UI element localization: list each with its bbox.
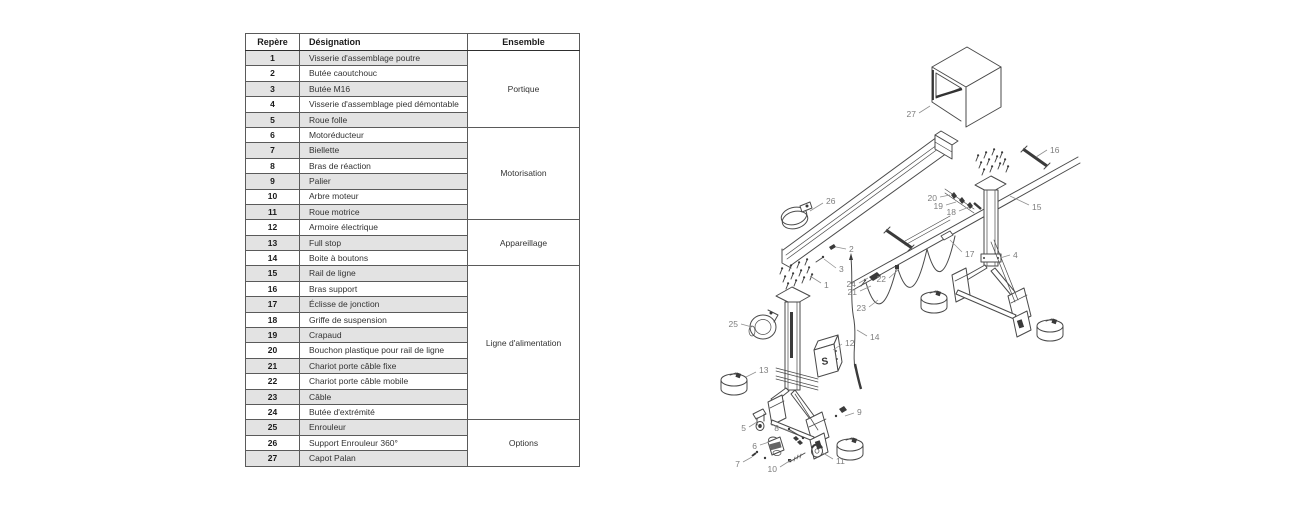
callout-leader — [946, 202, 956, 205]
cell-repere: 19 — [246, 328, 300, 343]
callout-number: 8 — [774, 423, 779, 433]
cell-designation: Enrouleur — [300, 420, 468, 435]
bolt-cluster-left — [780, 258, 813, 289]
cell-designation: Rail de ligne — [300, 266, 468, 281]
callout-leader — [810, 276, 821, 283]
support-arm-16 — [1021, 146, 1050, 169]
diagram-svg — [660, 0, 1300, 500]
cable-reel — [749, 310, 778, 339]
callout-leader — [959, 207, 969, 211]
bolt-icon — [995, 155, 998, 162]
bolt-icon — [799, 269, 802, 276]
callout-number: 26 — [826, 196, 836, 206]
cell-ensemble: Options — [468, 420, 580, 466]
callout-number: 9 — [857, 407, 862, 417]
cell-designation: Butée M16 — [300, 81, 468, 96]
callout-leader — [823, 453, 833, 459]
callout-number: 4 — [1013, 250, 1018, 260]
cell-designation: Butée caoutchouc — [300, 66, 468, 81]
callout-number: 14 — [870, 332, 880, 342]
cell-repere: 26 — [246, 435, 300, 450]
rubber-stop — [816, 244, 836, 262]
bolt-cluster-right — [976, 148, 1009, 175]
callout-number: 15 — [1032, 202, 1042, 212]
bolt-icon — [976, 154, 979, 161]
callout-leader — [760, 442, 769, 445]
bolt-icon — [982, 168, 985, 175]
cell-designation: Bras de réaction — [300, 158, 468, 173]
cell-repere: 16 — [246, 281, 300, 296]
table-row — [246, 420, 580, 435]
table-header-row — [246, 34, 580, 51]
callout-leader — [940, 195, 950, 197]
callout-number: 25 — [728, 319, 738, 329]
reel-support — [779, 202, 812, 232]
cell-designation: Chariot porte câble mobile — [300, 374, 468, 389]
table-row — [246, 220, 580, 235]
cell-designation: Câble — [300, 389, 468, 404]
bolt-icon — [786, 282, 789, 289]
hoist-cover — [932, 47, 1001, 127]
callout-number: 24 — [846, 279, 856, 289]
cell-repere: 21 — [246, 358, 300, 373]
full-stop-ring — [921, 290, 947, 313]
column-header-repere: Repère — [246, 34, 300, 51]
cell-designation: Boite à boutons — [300, 251, 468, 266]
callout-number: 11 — [836, 456, 845, 466]
cell-ensemble: Ligne d'alimentation — [468, 266, 580, 420]
callout-number: 7 — [735, 459, 740, 469]
bolt-icon — [1006, 165, 1009, 172]
cell-repere: 7 — [246, 143, 300, 158]
support-bracket — [884, 227, 914, 251]
cell-ensemble: Appareillage — [468, 220, 580, 266]
callout-number: 20 — [927, 193, 937, 203]
cell-designation: Palier — [300, 174, 468, 189]
bolt-icon — [805, 258, 808, 265]
cell-designation: Crapaud — [300, 328, 468, 343]
full-stop-ring — [721, 372, 747, 395]
cell-designation: Roue motrice — [300, 204, 468, 219]
cell-designation: Visserie d'assemblage poutre — [300, 51, 468, 66]
bolt-icon — [979, 161, 982, 168]
cell-repere: 4 — [246, 97, 300, 112]
cable-trolley — [895, 265, 899, 269]
cell-repere: 1 — [246, 51, 300, 66]
bolt-icon — [992, 148, 995, 155]
callout-leader — [860, 286, 871, 291]
cell-ensemble: Motorisation — [468, 127, 580, 219]
cell-repere: 10 — [246, 189, 300, 204]
cell-repere: 8 — [246, 158, 300, 173]
callout-number: 22 — [876, 274, 886, 284]
cell-repere: 5 — [246, 112, 300, 127]
callout-number: 13 — [759, 365, 769, 375]
bolt-icon — [1000, 151, 1003, 158]
cell-designation: Motoréducteur — [300, 127, 468, 142]
cell-repere: 14 — [246, 251, 300, 266]
bolt-icon — [783, 275, 786, 282]
cell-ensemble: Portique — [468, 51, 580, 128]
cell-repere: 13 — [246, 235, 300, 250]
bolt-icon — [984, 151, 987, 158]
exploded-diagram — [660, 0, 1300, 500]
cell-repere: 15 — [246, 266, 300, 281]
callout-leader — [743, 457, 752, 462]
callout-number: 1 — [824, 280, 829, 290]
cell-repere: 9 — [246, 174, 300, 189]
callout-number: 23 — [856, 303, 866, 313]
cell-repere: 22 — [246, 374, 300, 389]
callout-number: 27 — [906, 109, 916, 119]
cell-repere: 3 — [246, 81, 300, 96]
cell-repere: 25 — [246, 420, 300, 435]
bolt-icon — [987, 158, 990, 165]
table-row — [246, 266, 580, 281]
callout-number: 19 — [933, 201, 943, 211]
callout-number: 5 — [741, 423, 746, 433]
callout-number: 16 — [1050, 145, 1060, 155]
cell-designation: Support Enrouleur 360° — [300, 435, 468, 450]
callout-number: 6 — [752, 441, 757, 451]
column-header-ensemble: Ensemble — [468, 34, 580, 51]
electrical-cabinet — [814, 335, 842, 377]
parts-table — [245, 33, 580, 467]
table-row — [246, 51, 580, 66]
callout-leader — [845, 413, 854, 416]
callout-leader — [780, 460, 791, 467]
callout-number: 3 — [839, 264, 844, 274]
cell-designation: Bouchon plastique pour rail de ligne — [300, 343, 468, 358]
bolt-icon — [1003, 158, 1006, 165]
callout-leader — [1036, 150, 1047, 157]
callout-leader — [836, 247, 846, 249]
cell-repere: 24 — [246, 404, 300, 419]
cell-designation: Chariot porte câble fixe — [300, 358, 468, 373]
cell-repere: 23 — [246, 389, 300, 404]
callout-leader — [919, 106, 930, 113]
column-header-designation: Désignation — [300, 34, 468, 51]
cell-designation: Armoire électrique — [300, 220, 468, 235]
callout-number: 12 — [845, 338, 855, 348]
callout-number: 2 — [849, 244, 854, 254]
cell-designation: Arbre moteur — [300, 189, 468, 204]
cell-designation: Visserie d'assemblage pied démontable — [300, 97, 468, 112]
callout-leader — [889, 270, 898, 278]
bolt-icon — [802, 276, 805, 283]
cell-repere: 12 — [246, 220, 300, 235]
cell-designation: Griffe de suspension — [300, 312, 468, 327]
callout-leader — [857, 330, 867, 336]
callout-leader — [746, 372, 756, 377]
cell-designation: Bras support — [300, 281, 468, 296]
cell-repere: 17 — [246, 297, 300, 312]
callout-number: 10 — [767, 464, 777, 474]
table-row — [246, 127, 580, 142]
bolt-icon — [780, 267, 783, 274]
callout-leader — [824, 259, 836, 268]
bolt-icon — [807, 266, 810, 273]
cell-repere: 2 — [246, 66, 300, 81]
bolt-icon — [990, 165, 993, 172]
cabinet-logo: S — [820, 356, 830, 368]
bolt-icon — [794, 279, 797, 286]
cell-repere: 6 — [246, 127, 300, 142]
full-stop-ring — [1037, 318, 1063, 341]
bolt-icon — [797, 261, 800, 268]
cell-designation: Éclisse de jonction — [300, 297, 468, 312]
callout-number: 18 — [946, 207, 956, 217]
bolt-icon — [998, 162, 1001, 169]
cell-designation: Biellette — [300, 143, 468, 158]
callout-number: 21 — [847, 287, 857, 297]
cell-repere: 11 — [246, 204, 300, 219]
callout-number: 17 — [965, 249, 975, 259]
bolt-icon — [791, 272, 794, 279]
pendant-cable — [846, 253, 861, 389]
parts-table-body — [246, 51, 580, 467]
cell-designation: Roue folle — [300, 112, 468, 127]
cell-designation: Butée d'extrémité — [300, 404, 468, 419]
cell-repere: 20 — [246, 343, 300, 358]
cell-designation: Capot Palan — [300, 451, 468, 466]
cell-designation: Full stop — [300, 235, 468, 250]
cell-repere: 27 — [246, 451, 300, 466]
cell-repere: 18 — [246, 312, 300, 327]
